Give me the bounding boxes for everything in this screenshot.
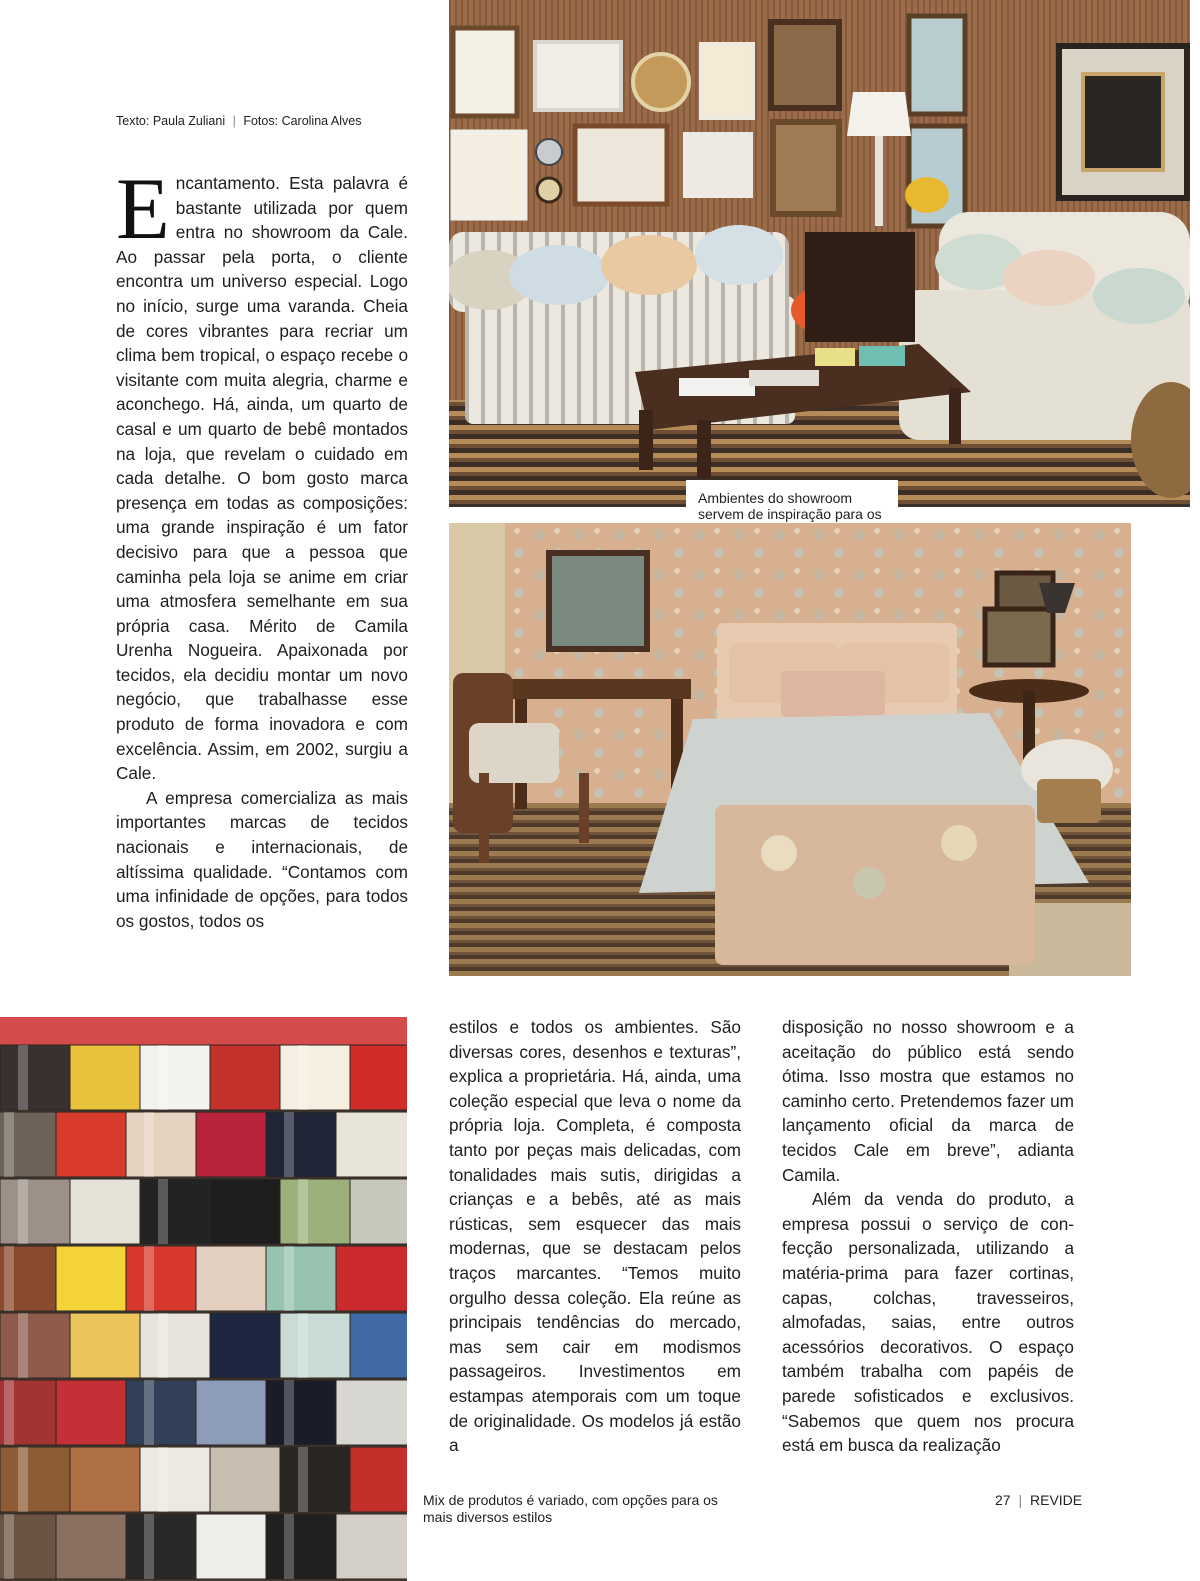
fabric-swatch: [336, 1246, 407, 1311]
article-column-3: [782, 1015, 1074, 1458]
page-folio: [995, 1492, 1082, 1508]
fabric-swatches: [0, 1017, 407, 1581]
mirror: [549, 553, 647, 649]
fabric-pattern-stripe: [18, 1447, 28, 1512]
fabric-top-strip: [0, 1017, 407, 1045]
showroom-caption: Ambientes do showroom servem de inspiração para os: [686, 480, 898, 552]
article-paragraph: disposição no nosso showroom e a aceitação do público está sendo ótima. Isso mostra que estamos no caminho certo. Pretendemos fazer um lançamento oficial da marca de tecidos Cale em breve”, adianta Camila.: [782, 1017, 1074, 1185]
fabric-pattern-stripe: [144, 1380, 154, 1445]
fabric-swatch: [336, 1380, 407, 1445]
fabric-pattern-stripe: [284, 1246, 294, 1311]
fabric-pattern-stripe: [284, 1514, 294, 1579]
folio-separator: |: [1018, 1492, 1023, 1508]
fabric-swatch: [350, 1045, 407, 1110]
text-credit-label: Texto:: [116, 114, 150, 128]
fabric-swatch: [350, 1447, 407, 1512]
fabric-pattern-stripe: [18, 1179, 28, 1244]
fabric-pattern-stripe: [158, 1179, 168, 1244]
fabric-pattern-stripe: [298, 1313, 308, 1378]
fabrics-photo: [0, 1017, 407, 1581]
paragraph-text: ncantamento. Esta palavra é bastante utilizada por quem entra no showroom da Cale. Ao passar pela porta, o cliente encontra um universo especial. Logo no início, surge uma varanda. Cheia de cores vibrantes para recriar um clima bem tropical, o espaço recebe o visitante com muita alegria, charme e aconchego. Há, ainda, um quarto de casal e um quarto de bebê montados na loja, que revelam o cuidado em cada detalhe. O bom gosto marca presença em todas as composições: uma grande inspiração é um fator decisivo para que a pessoa que caminha pela loja se anime em criar uma atmosfera semelhante em sua própria casa. Mérito de Camila Urenha Nogueira. Apaixonada por tecidos, ela decidiu montar um novo negócio, que trabalhasse esse produto de forma inovadora e com excelência. Assim, em 2002, surgiu a Cale.: [116, 173, 408, 784]
fabric-pattern-stripe: [144, 1514, 154, 1579]
fabric-pattern-stripe: [284, 1380, 294, 1445]
article-paragraph: Além da venda do produto, a empresa possui o serviço de confecção personalizada, utilizando a matéria-prima para fazer cortinas, capas, colchas, travesseiros, almofadas, saias, entre outros acessórios decorativos. O espaço também trabalha com papéis de parede sofisticados e exclusivos. “Sabemos que quem nos procura está em busca da realização: [782, 1189, 1074, 1456]
fabric-pattern-stripe: [4, 1380, 14, 1445]
living-room-photo: [449, 0, 1190, 507]
fabric-pattern-stripe: [4, 1246, 14, 1311]
article-paragraph: estilos e todos os ambientes. São diversas cores, desenhos e texturas”, explica a proprietária. Há, ainda, uma coleção especial que leva o nome da própria loja. Completa, é composta tanto por peças mais delicadas, com tonalidades mais sutis, dirigidas a crianças e a bebês, até as mais rústicas, sem esquecer das mais modernas, que se destacam pelos traços marcantes. “Temos muito orgulho dessa coleção. Ela reúne as principais tendências do mercado, mas sem cair em modismos passageiros. Investimentos em estampas atemporais com um toque de originalidade. Os modelos já estão a: [449, 1017, 741, 1456]
living-room-illustration: [449, 0, 1190, 507]
bedroom-illustration: [449, 523, 1131, 976]
credits-separator: |: [232, 114, 236, 128]
photo-credit-author: Carolina Alves: [281, 114, 362, 128]
article-column-2: [449, 1015, 741, 1458]
flower-vase: [905, 177, 949, 213]
fabric-pattern-stripe: [158, 1045, 168, 1110]
article-paragraph: A empresa comercializa as mais importantes marcas de tecidos nacionais e internacionais, de altíssima qualidade. “Contamos com uma infinidade de opções, para todos os gostos, todos os: [116, 787, 408, 931]
drop-cap: E: [116, 161, 170, 258]
fabric-pattern-stripe: [158, 1313, 168, 1378]
fabric-swatch: [336, 1112, 407, 1177]
fabric-pattern-stripe: [18, 1045, 28, 1110]
magazine-name: REVIDE: [1030, 1492, 1083, 1508]
fabric-pattern-stripe: [298, 1179, 308, 1244]
fabric-pattern-stripe: [4, 1514, 14, 1579]
fabric-swatch: [336, 1514, 407, 1579]
fabrics-caption: Mix de produtos é variado, com opções para os mais diversos estilos: [423, 1492, 718, 1525]
bedroom-photo: [449, 523, 1131, 976]
fabric-pattern-stripe: [298, 1447, 308, 1512]
article-paragraph: [116, 161, 408, 786]
text-credit-author: Paula Zuliani: [152, 114, 226, 128]
wall-frame-2: [985, 609, 1053, 665]
fabric-pattern-stripe: [18, 1313, 28, 1378]
fabric-pattern-stripe: [144, 1246, 154, 1311]
side-table: [805, 232, 915, 342]
fabric-pattern-stripe: [298, 1045, 308, 1110]
article-credits: [116, 114, 361, 128]
fabric-pattern-stripe: [284, 1112, 294, 1177]
photo-credit-label: Fotos:: [243, 114, 279, 128]
fabric-swatch: [350, 1179, 407, 1244]
article-column-1: [116, 161, 408, 933]
fabric-pattern-stripe: [144, 1112, 154, 1177]
page-number: 27: [995, 1492, 1011, 1508]
basket: [1037, 779, 1101, 823]
fabric-pattern-stripe: [4, 1112, 14, 1177]
fabric-pattern-stripe: [158, 1447, 168, 1512]
fabric-swatch: [350, 1313, 407, 1378]
